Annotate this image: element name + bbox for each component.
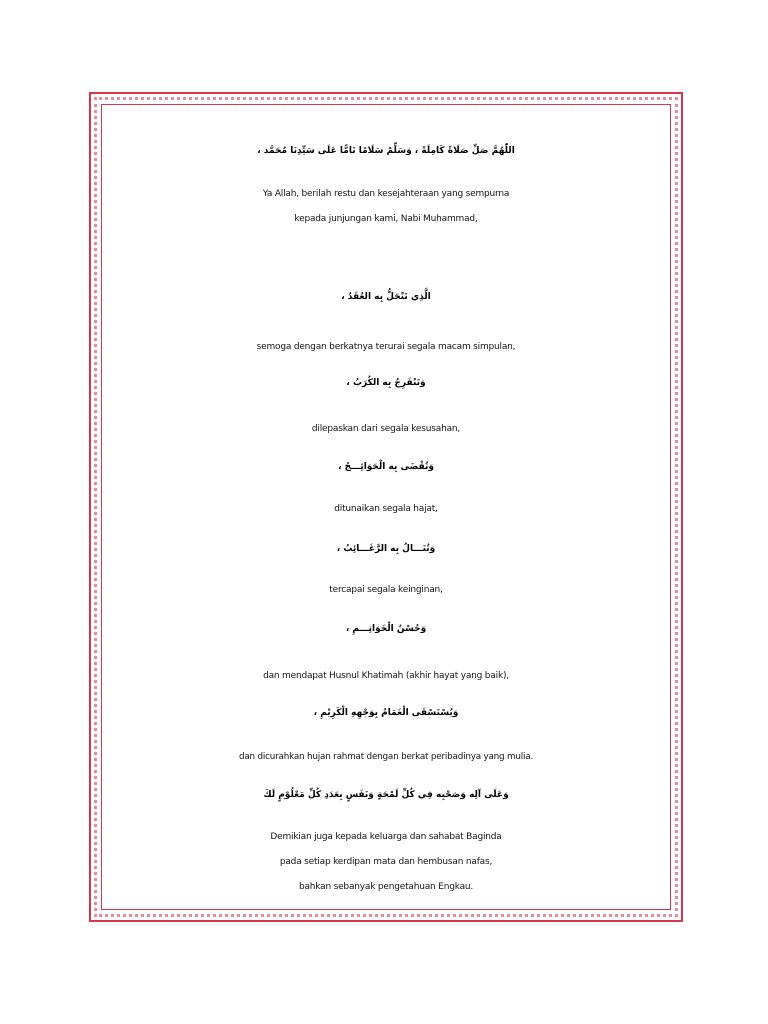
arabic-line-4: وَتُقْضَى بِه الْحَوَائِـــجُ ، — [338, 462, 434, 472]
arabic-line-1: اللّٰهُمَّ صَلِّ صَلَاةً كَامِلَةً ، وَسَلِّمْ سَلَامًا تَامًّا عَلَى سَيِّدِنَا مُحَمَّد ، — [257, 146, 515, 156]
arabic-line-6: وَحُسْنُ الْخَوَاتِـــمِ ، — [345, 624, 427, 634]
malay-line-6: dan mendapat Husnul Khatimah (akhir hayat yang baik), — [263, 671, 509, 681]
arabic-line-8: وَعَلَى آلِه وَصَحْبِه فِي كُلِّ لَمْحَةٍ وَنَفَسٍ بِعَدَدِ كُلِّ مَعْلُوْمٍ لَكَ — [263, 790, 509, 800]
malay-line-1b: kepada junjungan kami, Nabi Muhammad, — [294, 214, 478, 224]
malay-line-7: dan dicurahkan hujan rahmat dengan berkat peribadinya yang mulia. — [238, 752, 534, 762]
arabic-line-2: الَّذِي تَنْحَلُّ بِه العُقَدُ ، — [341, 292, 431, 302]
malay-line-5: tercapai segala keinginan, — [329, 585, 443, 595]
arabic-line-7: وَيُسْتَسْقَى الْغَمَامُ بِوَجْهِهِ الْكَرِيْمِ ، — [313, 708, 459, 718]
arabic-line-5: وَتُنَـــالُ بِه الرَّغَـــائِبُ ، — [336, 544, 436, 554]
malay-line-8c: bahkan sebanyak pengetahuan Engkau. — [298, 882, 474, 892]
malay-line-1a: Ya Allah, berilah restu dan kesejahteraan yang sempurna — [262, 189, 510, 199]
doa-text-panel — [99, 102, 673, 912]
malay-line-8a: Demikian juga kepada keluarga dan sahabat Baginda — [270, 832, 502, 842]
malay-line-2: semoga dengan berkatnya terurai segala macam simpulan, — [256, 342, 516, 352]
arabic-line-3: وَتَنْفَرِجُ بِه الكُرَبُ ، — [346, 378, 426, 388]
malay-line-3: dilepaskan dari segala kesusahan, — [311, 424, 461, 434]
malay-line-4: ditunaikan segala hajat, — [334, 504, 438, 514]
malay-line-8b: pada setiap kerdipan mata dan hembusan nafas, — [279, 857, 493, 867]
